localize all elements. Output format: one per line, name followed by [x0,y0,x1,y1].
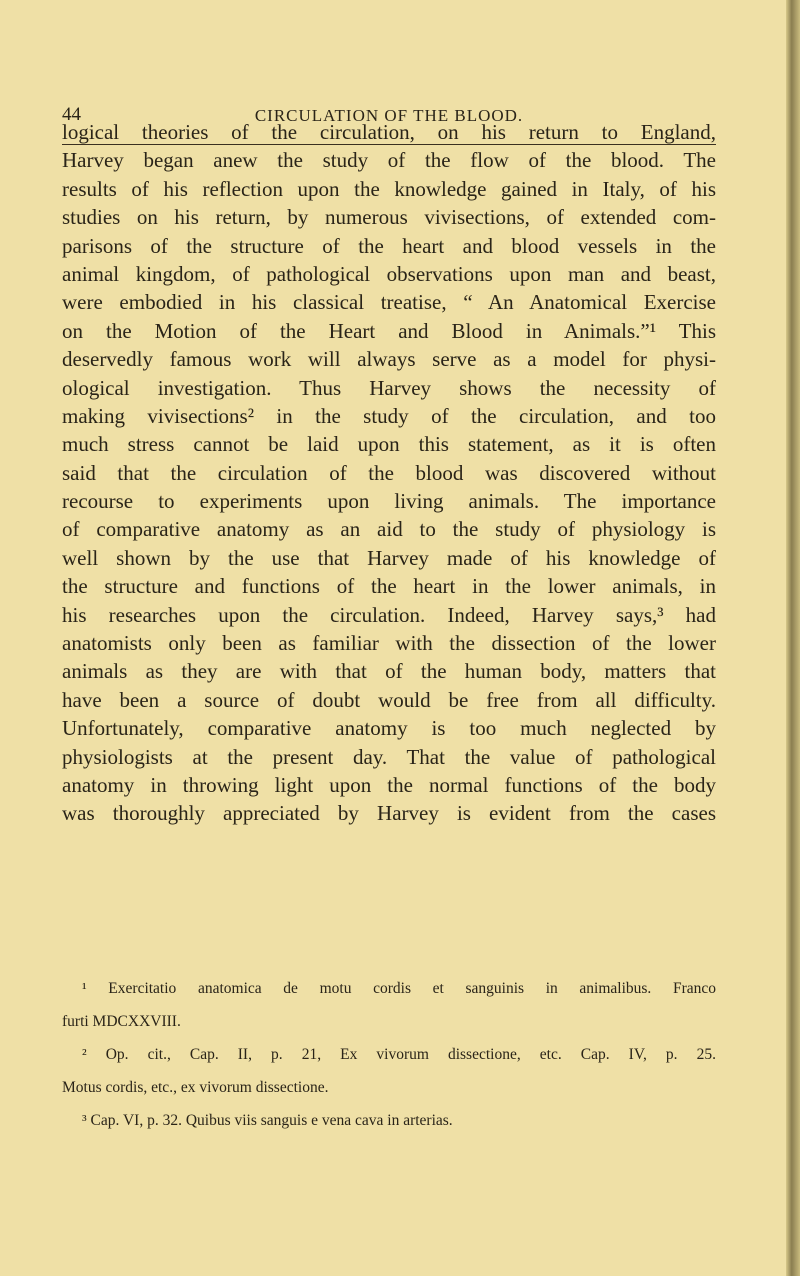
body-text [62,118,716,828]
footnote-line: ² Op. cit., Cap. II, p. 21, Ex vivorum dissectione, etc. Cap. IV, p. 25. [82,1046,716,1063]
text-line: anatomists only been as familiar with the dissection of the lower [62,631,716,656]
page-number: 44 [62,104,81,125]
text-line: parisons of the structure of the heart and blood vessels in the [62,233,716,258]
text-line: well shown by the use that Harvey made of his knowledge of [62,545,716,570]
text-line: much stress cannot be laid upon this statement, as it is often [62,432,716,457]
text-line: logical theories of the circulation, on his return to England, [62,120,716,144]
text-line: animals as they are with that of the human body, matters that [62,659,716,684]
text-line: studies on his return, by numerous vivisections, of extended com- [62,205,716,230]
footnote-line: furti MDCXXVIII. [62,1013,181,1030]
footnote-line: ¹ Exercitatio anatomica de motu cordis et sanguinis in animalibus. Franco [82,980,716,997]
text-line: Harvey began anew the study of the flow of the blood. The [62,148,716,173]
text-line: results of his reflection upon the knowledge gained in Italy, of his [62,176,716,201]
text-line: the structure and functions of the heart in the lower animals, in [62,574,716,599]
text-line: anatomy in throwing light upon the normal functions of the body [62,772,716,797]
footnotes [62,972,716,1137]
text-line: animal kingdom, of pathological observations upon man and beast, [62,261,716,286]
footnote-line: ³ Cap. VI, p. 32. Quibus viis sanguis e vena cava in arterias. [82,1112,453,1129]
text-line: said that the circulation of the blood was discovered without [62,460,716,485]
text-line: ological investigation. Thus Harvey shows the necessity of [62,375,716,400]
text-line: were embodied in his classical treatise, “ An Anatomical Exercise [62,290,716,315]
text-line: have been a source of doubt would be free from all difficulty. [62,687,716,712]
text-line: making vivisections² in the study of the circulation, and too [62,403,716,428]
text-line: of comparative anatomy as an aid to the study of physiology is [62,517,716,542]
footnote-line: Motus cordis, etc., ex vivorum dissectione. [62,1079,329,1096]
running-title: CIRCULATION OF THE BLOOD. [254,106,524,125]
text-line: Unfortunately, comparative anatomy is too much neglected by [62,716,716,741]
text-line: on the Motion of the Heart and Blood in Animals.”¹ This [62,318,716,343]
text-line: deservedly famous work will always serve as a model for physi- [62,347,716,372]
book-spine-edge [786,0,800,1276]
text-line: physiologists at the present day. That the value of pathological [62,744,716,769]
text-line: was thoroughly appreciated by Harvey is evident from the cases [62,801,716,826]
text-line: his researches upon the circulation. Indeed, Harvey says,³ had [62,602,716,627]
text-line: recourse to experiments upon living animals. The importance [62,489,716,514]
